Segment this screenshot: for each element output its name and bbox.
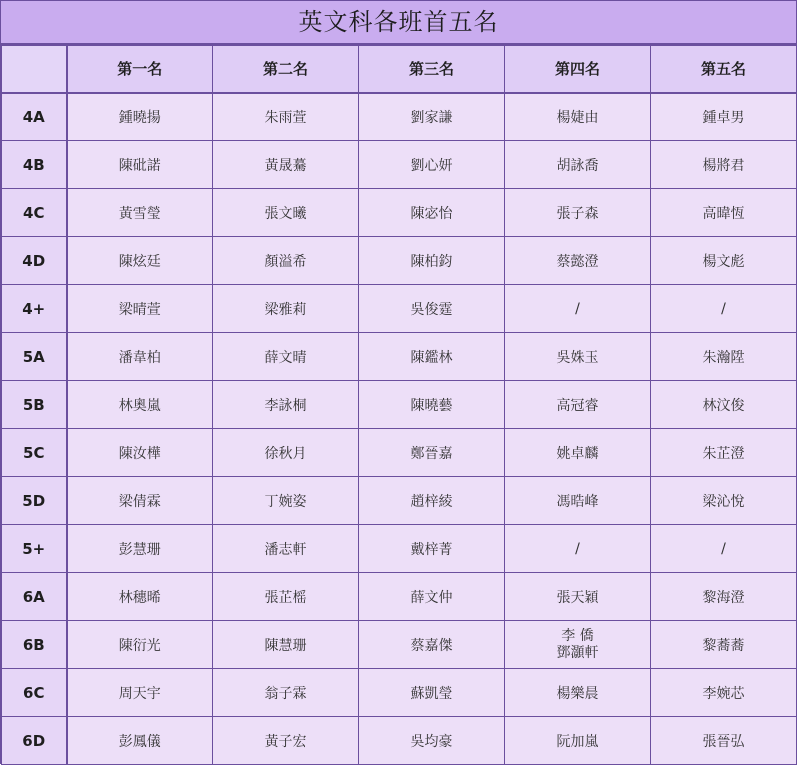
name-cell: 馮晧峰 [505,477,651,525]
name-cell: 陳鑑林 [359,333,505,381]
name-cell: 朱瀚陞 [651,333,797,381]
table-row [2,285,797,333]
name-cell: 黃晟驀 [213,141,359,189]
header-row [2,46,797,93]
table-row [2,189,797,237]
class-label: 4B [2,141,67,189]
page-title: 英文科各班首五名 [1,1,796,45]
class-label: 6D [2,717,67,765]
table-row [2,429,797,477]
name-cell: 張芷榣 [213,573,359,621]
class-label: 6C [2,669,67,717]
name-cell: 翁子霖 [213,669,359,717]
table-row [2,621,797,669]
name-cell: 陳慧珊 [213,621,359,669]
name-cell: 梁晴萱 [67,285,213,333]
class-label: 5B [2,381,67,429]
name-cell: 高暐恆 [651,189,797,237]
table-row [2,141,797,189]
name-cell: 陳宓怡 [359,189,505,237]
class-label: 4A [2,93,67,141]
name-cell: 李詠桐 [213,381,359,429]
name-cell: 黃子宏 [213,717,359,765]
class-label: 4+ [2,285,67,333]
table-row [2,525,797,573]
name-cell: 潘韋柏 [67,333,213,381]
table-row [2,333,797,381]
shared-name-2: 鄧灝軒 [556,644,599,661]
name-cell: 吳姝玉 [505,333,651,381]
name-cell: 劉家謙 [359,93,505,141]
name-cell: 陳砒諾 [67,141,213,189]
class-label: 6A [2,573,67,621]
header-rank-4: 第四名 [505,46,651,93]
name-cell: 黎蕎蕎 [651,621,797,669]
name-cell: / [505,285,651,333]
table-row [2,669,797,717]
name-cell: 鍾曉揚 [67,93,213,141]
name-cell: / [505,525,651,573]
name-cell: 陳柏鈞 [359,237,505,285]
table-row [2,381,797,429]
name-cell: 張子森 [505,189,651,237]
name-cell: 朱雨萱 [213,93,359,141]
name-cell: 吳均豪 [359,717,505,765]
name-cell: 張文曦 [213,189,359,237]
name-cell: 蔡嘉傑 [359,621,505,669]
name-cell: 徐秋月 [213,429,359,477]
class-label: 6B [2,621,67,669]
name-cell: 楊婕由 [505,93,651,141]
table-row [2,573,797,621]
name-cell: 胡詠喬 [505,141,651,189]
table-row [2,717,797,765]
name-cell: 周天宇 [67,669,213,717]
class-label: 5D [2,477,67,525]
table-row [2,93,797,141]
name-cell: 彭慧珊 [67,525,213,573]
name-cell: 蔡懿澄 [505,237,651,285]
name-cell: 吳俊霆 [359,285,505,333]
name-cell: 鄭晉嘉 [359,429,505,477]
class-label: 5C [2,429,67,477]
name-cell: 蘇凱瑩 [359,669,505,717]
name-cell: / [651,285,797,333]
table-row [2,237,797,285]
name-cell: 梁倩霖 [67,477,213,525]
name-cell: 楊將君 [651,141,797,189]
name-cell: 張晉弘 [651,717,797,765]
name-cell: 梁沁悅 [651,477,797,525]
name-cell: 林奧嵐 [67,381,213,429]
name-cell: 鍾卓男 [651,93,797,141]
name-cell: 陳汝樺 [67,429,213,477]
name-cell: 黃雪瑩 [67,189,213,237]
class-label: 4C [2,189,67,237]
name-cell-shared [505,621,651,669]
name-cell: 梁雅莉 [213,285,359,333]
header-rank-2: 第二名 [213,46,359,93]
name-cell: 高冠睿 [505,381,651,429]
name-cell: 楊文彪 [651,237,797,285]
name-cell: 薛文晴 [213,333,359,381]
ranking-table [1,45,797,765]
name-cell: 黎海澄 [651,573,797,621]
name-cell: 彭鳳儀 [67,717,213,765]
header-rank-3: 第三名 [359,46,505,93]
name-cell: 朱芷澄 [651,429,797,477]
name-cell: 薛文仲 [359,573,505,621]
name-cell: 張天穎 [505,573,651,621]
name-cell: 丁婉姿 [213,477,359,525]
header-rank-5: 第五名 [651,46,797,93]
class-label: 5+ [2,525,67,573]
name-cell: 潘志軒 [213,525,359,573]
name-cell: 陳曉藝 [359,381,505,429]
name-cell: 趙梓綾 [359,477,505,525]
name-cell: 戴梓菁 [359,525,505,573]
name-cell: 楊樂晨 [505,669,651,717]
name-cell: 陳炫廷 [67,237,213,285]
name-cell: 林穗晞 [67,573,213,621]
table-row [2,477,797,525]
shared-name-1: 李 僑 [561,627,594,644]
name-cell: 林汶俊 [651,381,797,429]
name-cell: 姚卓麟 [505,429,651,477]
name-cell: 陳衍光 [67,621,213,669]
name-cell: / [651,525,797,573]
name-cell: 顏溢希 [213,237,359,285]
class-label: 5A [2,333,67,381]
name-cell: 劉心妍 [359,141,505,189]
name-cell: 阮加嵐 [505,717,651,765]
name-cell: 李婉芯 [651,669,797,717]
class-label: 4D [2,237,67,285]
header-rank-1: 第一名 [67,46,213,93]
header-corner [2,46,67,93]
